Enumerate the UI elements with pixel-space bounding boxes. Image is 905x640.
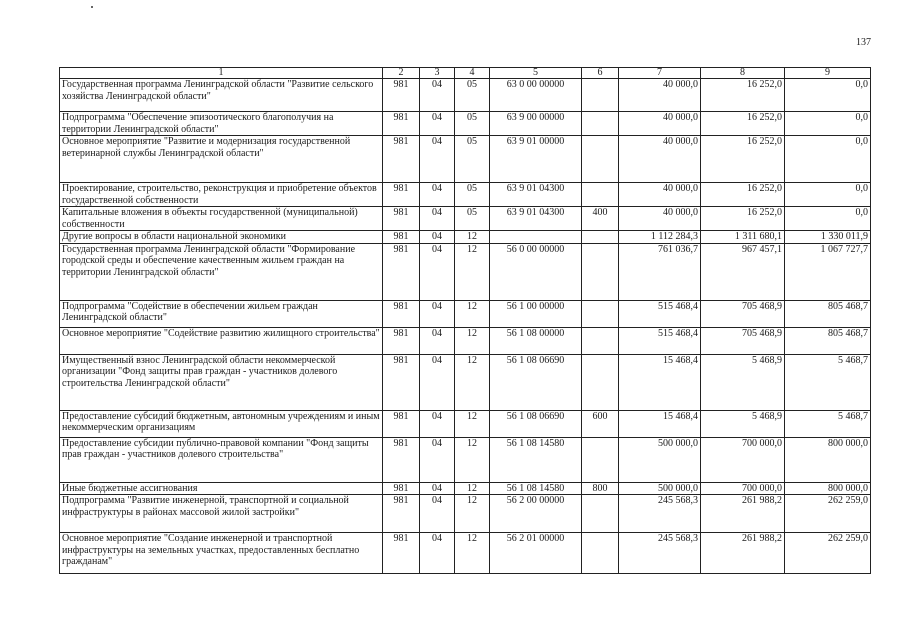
row-admin-code: 981	[383, 482, 420, 495]
row-admin-code: 981	[383, 327, 420, 354]
row-amount-col9: 1 330 011,9	[785, 231, 871, 244]
header-col-3: 3	[420, 68, 455, 79]
table-row	[60, 136, 871, 183]
row-expense-type	[582, 437, 619, 482]
row-section: 04	[420, 533, 455, 574]
row-amount-col9: 805 468,7	[785, 300, 871, 327]
row-amount-col7: 245 568,3	[619, 495, 701, 533]
row-admin-code: 981	[383, 112, 420, 136]
row-amount-col7: 40 000,0	[619, 183, 701, 207]
table-row	[60, 183, 871, 207]
row-name: Подпрограмма "Обеспечение эпизоотического благополучия на территории Ленинградской области"	[60, 112, 383, 136]
table-row	[60, 482, 871, 495]
row-amount-col7: 515 468,4	[619, 300, 701, 327]
row-section: 04	[420, 482, 455, 495]
row-expense-type	[582, 495, 619, 533]
header-col-1: 1	[60, 68, 383, 79]
row-name: Иные бюджетные ассигнования	[60, 482, 383, 495]
row-section: 04	[420, 437, 455, 482]
row-amount-col9: 805 468,7	[785, 327, 871, 354]
row-target-article: 63 9 00 00000	[490, 112, 582, 136]
header-col-9: 9	[785, 68, 871, 79]
row-amount-col9: 0,0	[785, 79, 871, 112]
row-admin-code: 981	[383, 437, 420, 482]
row-target-article: 56 1 00 00000	[490, 300, 582, 327]
row-section: 04	[420, 136, 455, 183]
row-section: 04	[420, 79, 455, 112]
row-amount-col9: 0,0	[785, 183, 871, 207]
row-amount-col7: 500 000,0	[619, 437, 701, 482]
row-name: Государственная программа Ленинградской области "Формирование городской среды и обеспечение качественным жильем граждан на территории Ленинградской области"	[60, 243, 383, 300]
row-amount-col9: 800 000,0	[785, 482, 871, 495]
row-admin-code: 981	[383, 495, 420, 533]
table-row	[60, 300, 871, 327]
row-target-article: 56 0 00 00000	[490, 243, 582, 300]
row-section: 04	[420, 112, 455, 136]
row-section: 04	[420, 327, 455, 354]
row-amount-col9: 0,0	[785, 207, 871, 231]
row-amount-col9: 0,0	[785, 112, 871, 136]
row-name: Основное мероприятие "Создание инженерной и транспортной инфраструктуры на земельных участках, предоставленных бесплатно гражданам"	[60, 533, 383, 574]
row-amount-col7: 761 036,7	[619, 243, 701, 300]
table-row	[60, 533, 871, 574]
row-amount-col8: 16 252,0	[701, 183, 785, 207]
row-target-article: 56 2 01 00000	[490, 533, 582, 574]
table-row	[60, 231, 871, 244]
table-row	[60, 437, 871, 482]
page-number: 137	[856, 37, 871, 48]
row-expense-type	[582, 300, 619, 327]
row-amount-col8: 705 468,9	[701, 327, 785, 354]
row-expense-type	[582, 243, 619, 300]
scan-artifact-dot	[91, 6, 93, 8]
row-name: Проектирование, строительство, реконструкция и приобретение объектов государственной собственности	[60, 183, 383, 207]
row-expense-type: 400	[582, 207, 619, 231]
row-expense-type	[582, 183, 619, 207]
row-subsection: 05	[455, 136, 490, 183]
row-target-article: 56 1 08 06690	[490, 354, 582, 410]
row-amount-col8: 705 468,9	[701, 300, 785, 327]
row-target-article: 56 1 08 14580	[490, 437, 582, 482]
row-amount-col9: 0,0	[785, 136, 871, 183]
row-name: Основное мероприятие "Содействие развитию жилищного строительства"	[60, 327, 383, 354]
row-amount-col8: 700 000,0	[701, 437, 785, 482]
row-amount-col7: 40 000,0	[619, 112, 701, 136]
row-name: Подпрограмма "Содействие в обеспечении жильем граждан Ленинградской области"	[60, 300, 383, 327]
row-section: 04	[420, 183, 455, 207]
row-amount-col7: 1 112 284,3	[619, 231, 701, 244]
row-target-article: 63 9 01 00000	[490, 136, 582, 183]
row-name: Капитальные вложения в объекты государственной (муниципальной) собственности	[60, 207, 383, 231]
row-expense-type	[582, 533, 619, 574]
row-admin-code: 981	[383, 243, 420, 300]
row-amount-col8: 16 252,0	[701, 207, 785, 231]
row-amount-col8: 261 988,2	[701, 533, 785, 574]
row-amount-col9: 262 259,0	[785, 495, 871, 533]
row-subsection: 05	[455, 112, 490, 136]
row-expense-type	[582, 79, 619, 112]
table-row	[60, 410, 871, 437]
header-col-5: 5	[490, 68, 582, 79]
row-admin-code: 981	[383, 207, 420, 231]
row-subsection: 12	[455, 300, 490, 327]
row-subsection: 12	[455, 533, 490, 574]
header-col-6: 6	[582, 68, 619, 79]
row-section: 04	[420, 354, 455, 410]
row-target-article: 56 1 08 06690	[490, 410, 582, 437]
row-expense-type	[582, 112, 619, 136]
row-admin-code: 981	[383, 231, 420, 244]
row-expense-type: 800	[582, 482, 619, 495]
header-col-8: 8	[701, 68, 785, 79]
row-amount-col9: 1 067 727,7	[785, 243, 871, 300]
row-subsection: 12	[455, 354, 490, 410]
row-subsection: 12	[455, 495, 490, 533]
row-amount-col9: 5 468,7	[785, 354, 871, 410]
row-expense-type	[582, 354, 619, 410]
row-subsection: 05	[455, 79, 490, 112]
row-amount-col8: 16 252,0	[701, 79, 785, 112]
header-row	[60, 68, 871, 79]
row-target-article: 63 9 01 04300	[490, 207, 582, 231]
table-row	[60, 495, 871, 533]
row-amount-col9: 262 259,0	[785, 533, 871, 574]
row-target-article: 56 1 08 14580	[490, 482, 582, 495]
row-admin-code: 981	[383, 533, 420, 574]
row-amount-col8: 16 252,0	[701, 112, 785, 136]
row-name: Основное мероприятие "Развитие и модернизация государственной ветеринарной службы Ленинградской области"	[60, 136, 383, 183]
row-amount-col9: 5 468,7	[785, 410, 871, 437]
row-target-article: 63 9 01 04300	[490, 183, 582, 207]
row-amount-col9: 800 000,0	[785, 437, 871, 482]
row-section: 04	[420, 495, 455, 533]
table-row	[60, 243, 871, 300]
row-subsection: 05	[455, 183, 490, 207]
row-subsection: 12	[455, 410, 490, 437]
row-admin-code: 981	[383, 183, 420, 207]
row-amount-col7: 515 468,4	[619, 327, 701, 354]
row-amount-col7: 15 468,4	[619, 354, 701, 410]
row-amount-col7: 40 000,0	[619, 79, 701, 112]
row-amount-col8: 5 468,9	[701, 354, 785, 410]
row-section: 04	[420, 243, 455, 300]
row-amount-col8: 261 988,2	[701, 495, 785, 533]
table-row	[60, 207, 871, 231]
table-row	[60, 327, 871, 354]
row-amount-col8: 5 468,9	[701, 410, 785, 437]
row-admin-code: 981	[383, 410, 420, 437]
header-col-2: 2	[383, 68, 420, 79]
row-target-article: 63 0 00 00000	[490, 79, 582, 112]
row-amount-col7: 245 568,3	[619, 533, 701, 574]
row-subsection: 05	[455, 207, 490, 231]
row-name: Другие вопросы в области национальной экономики	[60, 231, 383, 244]
row-admin-code: 981	[383, 300, 420, 327]
row-expense-type	[582, 231, 619, 244]
row-section: 04	[420, 300, 455, 327]
row-admin-code: 981	[383, 79, 420, 112]
table-row	[60, 112, 871, 136]
row-amount-col8: 16 252,0	[701, 136, 785, 183]
row-amount-col8: 700 000,0	[701, 482, 785, 495]
row-expense-type	[582, 327, 619, 354]
row-name: Имущественный взнос Ленинградской области некоммерческой организации "Фонд защиты прав граждан - участников долевого строительства Ленинградской области"	[60, 354, 383, 410]
table-row	[60, 79, 871, 112]
row-amount-col7: 40 000,0	[619, 136, 701, 183]
row-section: 04	[420, 231, 455, 244]
row-amount-col7: 15 468,4	[619, 410, 701, 437]
row-target-article: 56 1 08 00000	[490, 327, 582, 354]
budget-table	[59, 67, 871, 574]
row-amount-col7: 500 000,0	[619, 482, 701, 495]
row-subsection: 12	[455, 231, 490, 244]
row-subsection: 12	[455, 327, 490, 354]
table-row	[60, 354, 871, 410]
row-name: Государственная программа Ленинградской области "Развитие сельского хозяйства Ленинградской области"	[60, 79, 383, 112]
row-name: Подпрограмма "Развитие инженерной, транспортной и социальной инфраструктуры в районах массовой жилой застройки"	[60, 495, 383, 533]
row-name: Предоставление субсидии публично-правовой компании "Фонд защиты прав граждан - участников долевого строительства"	[60, 437, 383, 482]
row-target-article	[490, 231, 582, 244]
header-col-4: 4	[455, 68, 490, 79]
row-subsection: 12	[455, 243, 490, 300]
header-col-7: 7	[619, 68, 701, 79]
row-expense-type: 600	[582, 410, 619, 437]
row-expense-type	[582, 136, 619, 183]
row-name: Предоставление субсидий бюджетным, автономным учреждениям и иным некоммерческим организациям	[60, 410, 383, 437]
row-amount-col8: 967 457,1	[701, 243, 785, 300]
row-section: 04	[420, 207, 455, 231]
row-admin-code: 981	[383, 354, 420, 410]
row-amount-col8: 1 311 680,1	[701, 231, 785, 244]
row-subsection: 12	[455, 482, 490, 495]
row-section: 04	[420, 410, 455, 437]
row-subsection: 12	[455, 437, 490, 482]
row-amount-col7: 40 000,0	[619, 207, 701, 231]
row-admin-code: 981	[383, 136, 420, 183]
row-target-article: 56 2 00 00000	[490, 495, 582, 533]
